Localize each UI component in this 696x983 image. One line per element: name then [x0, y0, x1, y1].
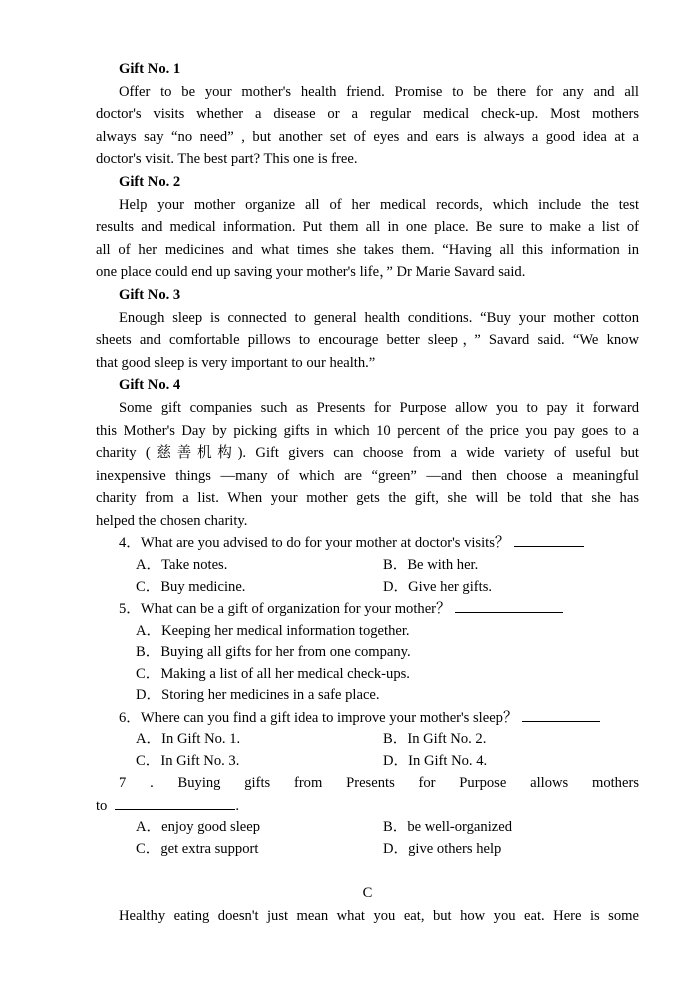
gift-4-line-5: charity from a list. When your mother gets the gift, she will be told that she has: [96, 490, 639, 507]
gift-1-line-4: doctor's visit. The best part? This one is free.: [96, 151, 358, 168]
question-7: [96, 772, 639, 860]
question-4-options-row-2: [96, 577, 639, 599]
option-c[interactable]: C．get extra support: [136, 840, 259, 857]
gift-2-section: [96, 171, 639, 284]
document-page: [96, 58, 639, 928]
gift-4-heading: Gift No. 4: [119, 377, 181, 394]
question-7-stem-line-1: 7 . Buying gifts from Presents for Purpose allows mothers: [119, 775, 639, 792]
option-b[interactable]: B．be well-organized: [383, 819, 513, 836]
gift-3-section: [96, 284, 639, 374]
gift-3-line-3: that good sleep is very important to our health.”: [96, 354, 376, 371]
answer-blank[interactable]: [455, 598, 563, 613]
question-4: [96, 532, 639, 598]
option-b[interactable]: B．Buying all gifts for her from one company.: [136, 644, 411, 661]
gift-1-heading: Gift No. 1: [119, 61, 181, 77]
question-4-text: 4．What are you advised to do for your mother at doctor's visits？: [119, 535, 510, 552]
gift-2-line-4: one place could end up saving your mother's life，” Dr Marie Savard said.: [96, 264, 526, 281]
option-b[interactable]: B．Be with her.: [383, 557, 479, 574]
answer-blank[interactable]: [115, 795, 235, 810]
question-6-options-row-1: [96, 729, 639, 751]
option-c[interactable]: C．Making a list of all her medical check-ups.: [136, 665, 410, 682]
gift-3-heading: Gift No. 3: [119, 286, 181, 303]
question-5-option-a-row: [96, 621, 639, 643]
gift-2-heading: Gift No. 2: [119, 173, 181, 190]
answer-blank[interactable]: [514, 532, 584, 547]
question-6: [96, 707, 639, 773]
gift-4-line-4: inexpensive things —many of which are “green” —and then choose a meaningful: [96, 467, 639, 484]
question-7-stem-line-2: [96, 795, 639, 818]
section-c-first-line: Healthy eating doesn't just mean what you eat, but how you eat. Here is some: [119, 908, 639, 925]
question-6-stem: [96, 707, 639, 730]
gift-1-line-2: doctor's visits whether a disease or a regular medical check-up. Most mothers: [96, 106, 639, 123]
option-d[interactable]: D．give others help: [383, 840, 502, 857]
section-c: [96, 882, 639, 927]
question-4-options-row-1: [96, 555, 639, 577]
question-4-stem: [96, 532, 639, 555]
question-5-option-d-row: [96, 685, 639, 707]
option-a[interactable]: A．enjoy good sleep: [136, 819, 261, 836]
answer-blank[interactable]: [522, 707, 600, 722]
option-d[interactable]: D．Give her gifts.: [383, 578, 493, 595]
option-d[interactable]: D．Storing her medicines in a safe place.: [136, 687, 380, 704]
question-6-options-row-2: [96, 751, 639, 773]
gift-4-line-6: helped the chosen charity.: [96, 512, 248, 529]
question-6-text: 6．Where can you find a gift idea to improve your mother's sleep？: [119, 709, 518, 726]
gift-1-line-3: always say “no need” , but another set of eyes and ears is always a good idea at a: [96, 128, 639, 145]
gift-4-line-3: charity (慈善机构). Gift givers can choose from a wide variety of useful but: [96, 445, 639, 462]
question-5-text: 5．What can be a gift of organization for your mother？: [119, 601, 451, 618]
question-7-options-row-1: [96, 817, 639, 839]
section-gap: [96, 860, 639, 882]
option-c[interactable]: C．Buy medicine.: [136, 578, 246, 595]
question-7-options-row-2: [96, 839, 639, 861]
gift-3-line-2: sheets and comfortable pillows to encourage better sleep，” Savard said. “We know: [96, 332, 639, 349]
question-5-option-b-row: [96, 642, 639, 664]
gift-1-line-1: Offer to be your mother's health friend. Promise to be there for any and all: [119, 83, 639, 100]
gift-3-line-1: Enough sleep is connected to general health conditions. “Buy your mother cotton: [119, 309, 639, 326]
gift-4-line-2: this Mother's Day by picking gifts in which 10 percent of the price you pay goes to a: [96, 422, 639, 439]
section-c-heading: C: [362, 885, 373, 902]
question-5: [96, 598, 639, 707]
gift-4-line-1: Some gift companies such as Presents for Purpose allow you to pay it forward: [119, 399, 639, 416]
question-5-stem: [96, 598, 639, 621]
question-5-option-c-row: [96, 664, 639, 686]
gift-2-line-3: all of her medicines and what times she takes them. “Having all this information in: [96, 241, 639, 258]
gift-2-line-1: Help your mother organize all of her medical records, which include the test: [119, 196, 639, 213]
option-b[interactable]: B．In Gift No. 2.: [383, 731, 487, 748]
gift-1-section: [96, 58, 639, 171]
option-c[interactable]: C．In Gift No. 3.: [136, 752, 240, 769]
question-7-text: to: [96, 797, 108, 814]
gift-4-section: [96, 374, 639, 532]
option-d[interactable]: D．In Gift No. 4.: [383, 752, 488, 769]
option-a[interactable]: A．In Gift No. 1.: [136, 731, 241, 748]
gift-2-line-2: results and medical information. Put them all in one place. Be sure to make a list of: [96, 219, 639, 236]
option-a[interactable]: A．Keeping her medical information together.: [136, 622, 410, 639]
question-7-period: .: [235, 797, 240, 814]
option-a[interactable]: A．Take notes.: [136, 557, 228, 574]
